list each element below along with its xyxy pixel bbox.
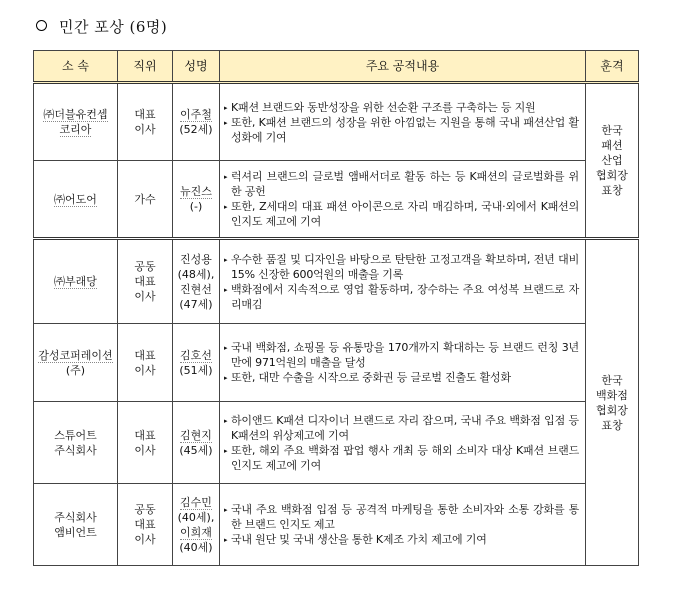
section-title-text: 민간 포상 (6명) [59,18,168,36]
achievement-item: ▸ 또한, Z세대의 대표 패션 아이콘으로 자리 매김하며, 국내·외에서 K패션의 인지도 제고에 기여 [224,200,579,228]
achievement-cell [220,161,586,239]
achievement-item: ▸ 또한, 대만 수출을 시작으로 중화권 등 글로벌 진출도 활성화 [224,371,511,384]
triangle-bullet-icon: ▸ [224,374,228,382]
table-row [34,239,639,324]
awards-table [33,50,639,566]
header-name: 성명 [173,51,220,83]
achievement-cell [220,484,586,566]
achievement-item: ▸ 하이앤드 K패션 디자이너 브랜드로 자리 잡으며, 국내 주요 백화점 입점 등 K패션의 위상제고에 기여 [224,413,579,442]
triangle-bullet-icon: ▸ [224,344,228,352]
triangle-bullet-icon: ▸ [224,203,228,211]
name-line: 뉴진스 [180,185,212,198]
company-cell: 스튜어트 주식회사 [34,402,118,484]
achievement-item: ▸ 또한, 해외 주요 백화점 팝업 행사 개최 등 해외 소비자 대상 K패션 브랜드 인지도 제고에 기여 [224,443,579,472]
company-cell [34,239,118,324]
triangle-bullet-icon: ▸ [224,103,228,112]
header-award: 훈격 [586,51,639,83]
position-cell: 공동 대표 이사 [118,239,173,324]
header-company: 소 속 [34,51,118,83]
position-line: 이사 [134,123,156,136]
triangle-bullet-icon: ▸ [224,506,228,514]
achievement-item: ▸ 백화점에서 지속적으로 영업 활동하며, 장수하는 주요 여성복 브랜드로 자리매김 [224,282,579,311]
triangle-bullet-icon: ▸ [224,285,228,294]
circle-bullet-icon [36,20,47,31]
name-cell: 김호선 (51세) [173,324,220,402]
achievement-item: ▸ K패션 브랜드와 동반성장을 위한 선순환 구조를 구축하는 등 지원 [224,100,536,114]
achievement-item: ▸ 럭셔리 브랜드의 글로벌 앰배서더로 활동 하는 등 K패션의 글로벌화를 위한 공헌 [224,170,579,198]
achievement-item: ▸ 국내 원단 및 국내 생산을 통한 K제조 가치 제고에 기여 [224,533,487,546]
company-line: 코리아 [59,123,92,136]
triangle-bullet-icon: ▸ [224,446,228,455]
company-cell: 감성코퍼레이션 (주) [34,324,118,402]
award-cell: 한국 백화점 협회장 표창 [586,239,639,566]
header-row [34,51,639,83]
achievement-item: ▸ 국내 주요 백화점 입점 등 공격적 마케팅을 통한 소비자와 소통 강화를 통한 브랜드 인지도 제고 [224,503,579,531]
triangle-bullet-icon: ▸ [224,536,228,544]
company-cell [34,83,118,161]
name-cell [173,161,220,239]
award-cell: 한국 패션 산업 협회장 표창 [586,83,639,239]
position-line: 가수 [134,192,156,206]
name-line: (-) [189,200,203,213]
name-line: (52세) [179,123,213,136]
name-line: 이주철 [180,108,212,121]
header-achievement: 주요 공적내용 [220,51,586,83]
achievement-cell [220,83,586,161]
triangle-bullet-icon: ▸ [224,173,228,181]
name-cell: 진성용 (48세), 진현선 (47세) [173,239,220,324]
table-row [34,402,639,484]
achievement-cell [220,402,586,484]
position-cell: 대표 이사 [118,402,173,484]
company-cell: 주식회사 앰비언트 [34,484,118,566]
company-cell [34,161,118,239]
achievement-item: ▸ 국내 백화점, 쇼핑몰 등 유통망을 170개까지 확대하는 등 브랜드 런칭 3년만에 971억원의 매출을 달성 [224,341,579,369]
position-line: 대표 [134,108,156,121]
triangle-bullet-icon: ▸ [224,416,228,425]
position-cell: 대표 이사 [118,324,173,402]
name-cell: 김수민 (40세), 이희재 (40세) [173,484,220,566]
achievement-cell [220,324,586,402]
position-cell [118,161,173,239]
company-line: ㈜더블유컨셉 [43,108,108,121]
position-cell: 공동 대표 이사 [118,484,173,566]
name-cell: 김현지 (45세) [173,402,220,484]
table-row [34,324,639,402]
achievement-cell [220,239,586,324]
company-line: ㈜어도어 [54,192,97,206]
triangle-bullet-icon: ▸ [224,118,228,127]
position-cell [118,83,173,161]
name-cell [173,83,220,161]
section-title [36,16,167,37]
triangle-bullet-icon: ▸ [224,255,228,264]
table-row [34,83,639,161]
table-row [34,484,639,566]
table-row [34,161,639,239]
company-line: ㈜부래당 [54,275,97,288]
header-position: 직위 [118,51,173,83]
achievement-item: ▸ 또한, K패션 브랜드의 성장을 위한 아낌없는 지원을 통해 국내 패션산업 활성화에 기여 [224,115,579,144]
achievement-item: ▸ 우수한 품질 및 디자인을 바탕으로 탄탄한 고정고객을 확보하며, 전년 대비 15% 신장한 600억원의 매출을 기록 [224,252,579,281]
